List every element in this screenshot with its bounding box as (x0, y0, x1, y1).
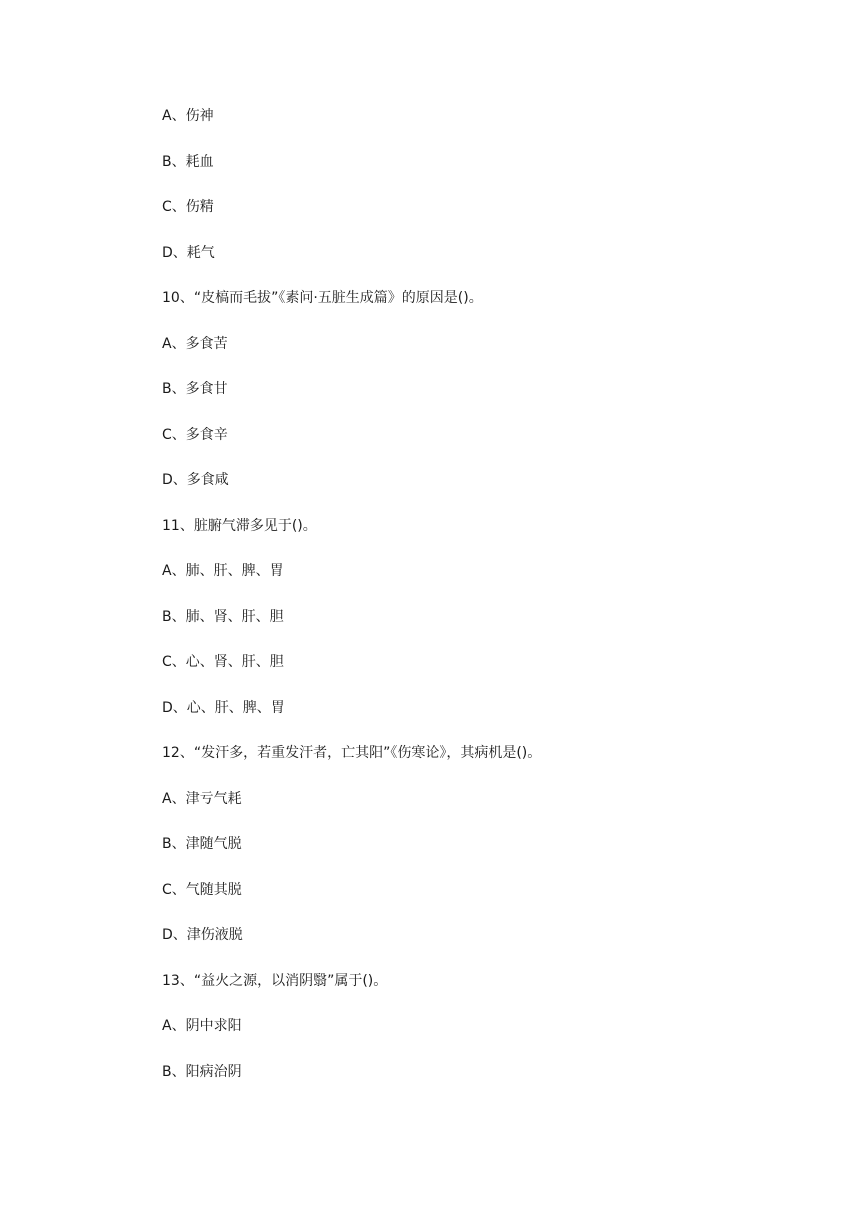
option-c: C、伤精 (162, 199, 214, 215)
option-a: A、伤神 (162, 108, 214, 124)
option-d: D、耗气 (162, 244, 215, 261)
option-d: D、津伤液脱 (162, 927, 243, 943)
option-c: C、多食辛 (162, 426, 228, 443)
option-a: A、多食苦 (162, 335, 228, 352)
question-11: 11、脏腑气滞多见于()。 (162, 517, 317, 534)
option-d: D、多食咸 (162, 472, 229, 488)
option-b: B、肺、肾、肝、胆 (162, 608, 284, 625)
option-d: D、心、肝、脾、胃 (162, 699, 285, 716)
option-b: B、阳病治阴 (162, 1063, 242, 1080)
option-c: C、气随其脱 (162, 881, 242, 898)
question-12: 12、“发汗多，若重发汗者，亡其阳”《伤寒论》，其病机是()。 (162, 745, 542, 761)
option-b: B、多食甘 (162, 381, 228, 397)
question-10: 10、“皮槁而毛拔”《素问·五脏生成篇》的原因是()。 (162, 290, 483, 306)
question-list (162, 104, 802, 1105)
option-c: C、心、肾、肝、胆 (162, 654, 284, 670)
option-a: A、津亏气耗 (162, 790, 242, 807)
option-b: B、耗血 (162, 153, 214, 170)
option-a: A、肺、肝、脾、胃 (162, 563, 284, 579)
option-b: B、津随气脱 (162, 836, 242, 852)
question-13: 13、“益火之源，以消阴翳”属于()。 (162, 972, 388, 989)
option-a: A、阴中求阳 (162, 1018, 242, 1034)
